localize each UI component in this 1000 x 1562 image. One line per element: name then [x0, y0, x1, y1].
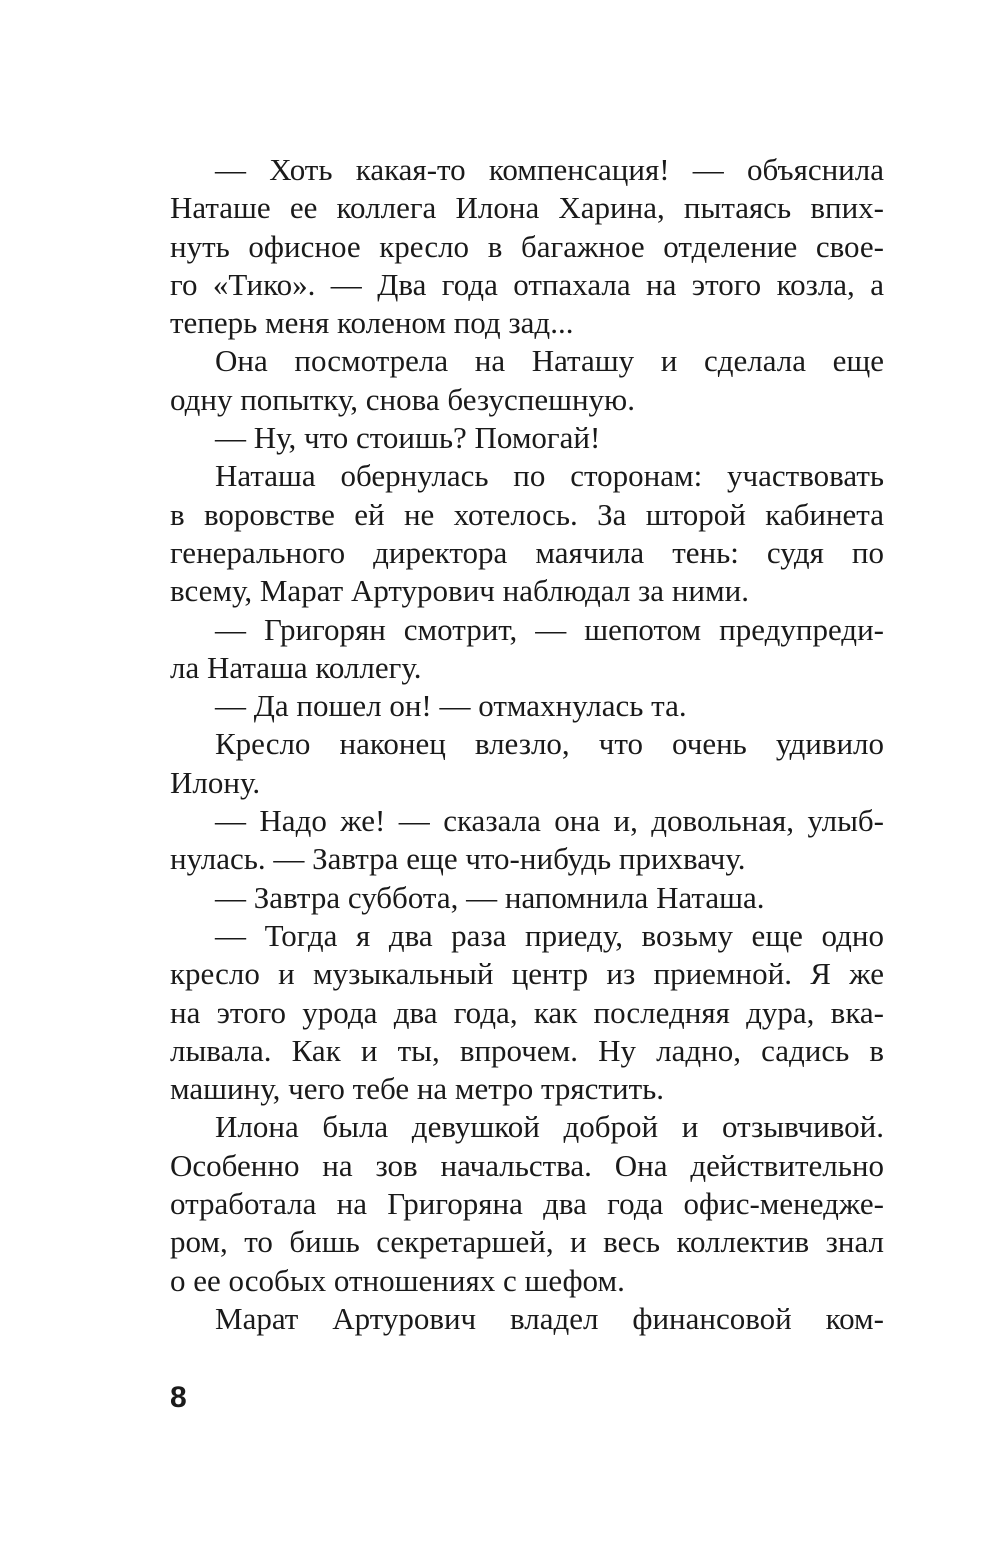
page-number: 8 — [170, 1381, 187, 1414]
text-line: всему, Марат Артурович наблюдал за ними. — [170, 573, 749, 609]
text-line: Особенно на зов начальства. Она действительно — [170, 1147, 884, 1183]
text-line: Наташа обернулась по сторонам: участвовать — [215, 458, 884, 494]
text-line: ла Наташа коллегу. — [170, 649, 422, 685]
text-line: о ее особых отношениях с шефом. — [170, 1262, 625, 1298]
text-line: Кресло наконец влезло, что очень удивило — [215, 726, 884, 762]
text-line: — Завтра суббота, — напомнила Наташа. — [215, 879, 765, 915]
text-line: нуть офисное кресло в багажное отделение свое- — [170, 228, 884, 264]
text-line: одну попытку, снова безуспешную. — [170, 381, 635, 417]
text-line: — Григорян смотрит, — шепотом предупреди- — [215, 611, 884, 647]
text-line: кресло и музыкальный центр из приемной. Я же — [170, 956, 884, 992]
text-line: — Тогда я два раза приеду, возьму еще одно — [215, 917, 884, 953]
text-line: генерального директора маячила тень: судя по — [170, 534, 884, 570]
text-line: лывала. Как и ты, впрочем. Ну ладно, садись в — [170, 1032, 884, 1068]
text-line: Наташе ее коллега Илона Харина, пытаясь впих- — [170, 190, 884, 226]
text-line: на этого урода два года, как последняя дура, вка- — [170, 994, 884, 1030]
text-line: ром, то бишь секретаршей, и весь коллектив знал — [170, 1224, 884, 1260]
text-line: Марат Артурович владел финансовой ком- — [215, 1300, 884, 1336]
text-line: в воровстве ей не хотелось. За шторой кабинета — [170, 496, 884, 532]
text-line: нулась. — Завтра еще что-нибудь прихвачу. — [170, 841, 746, 877]
text-line: машину, чего тебе на метро трястить. — [170, 1071, 665, 1107]
text-line: — Хоть какая-то компенсация! — объяснила — [215, 152, 884, 187]
text-line: го «Тико». — Два года отпахала на этого козла, а — [170, 266, 884, 302]
text-line: Илона была девушкой доброй и отзывчивой. — [215, 1109, 884, 1145]
text-line: теперь меня коленом под зад... — [170, 305, 574, 341]
body-text — [170, 151, 884, 1338]
text-line: Илону. — [170, 764, 261, 800]
text-line: Она посмотрела на Наташу и сделала еще — [215, 343, 884, 379]
text-line: отработала на Григоряна два года офис-менедже- — [170, 1186, 884, 1222]
text-line: — Да пошел он! — отмахнулась та. — [215, 688, 687, 724]
text-line: — Надо же! — сказала она и, довольная, улыб- — [215, 803, 884, 839]
text-line: — Ну, что стоишь? Помогай! — [215, 420, 601, 456]
